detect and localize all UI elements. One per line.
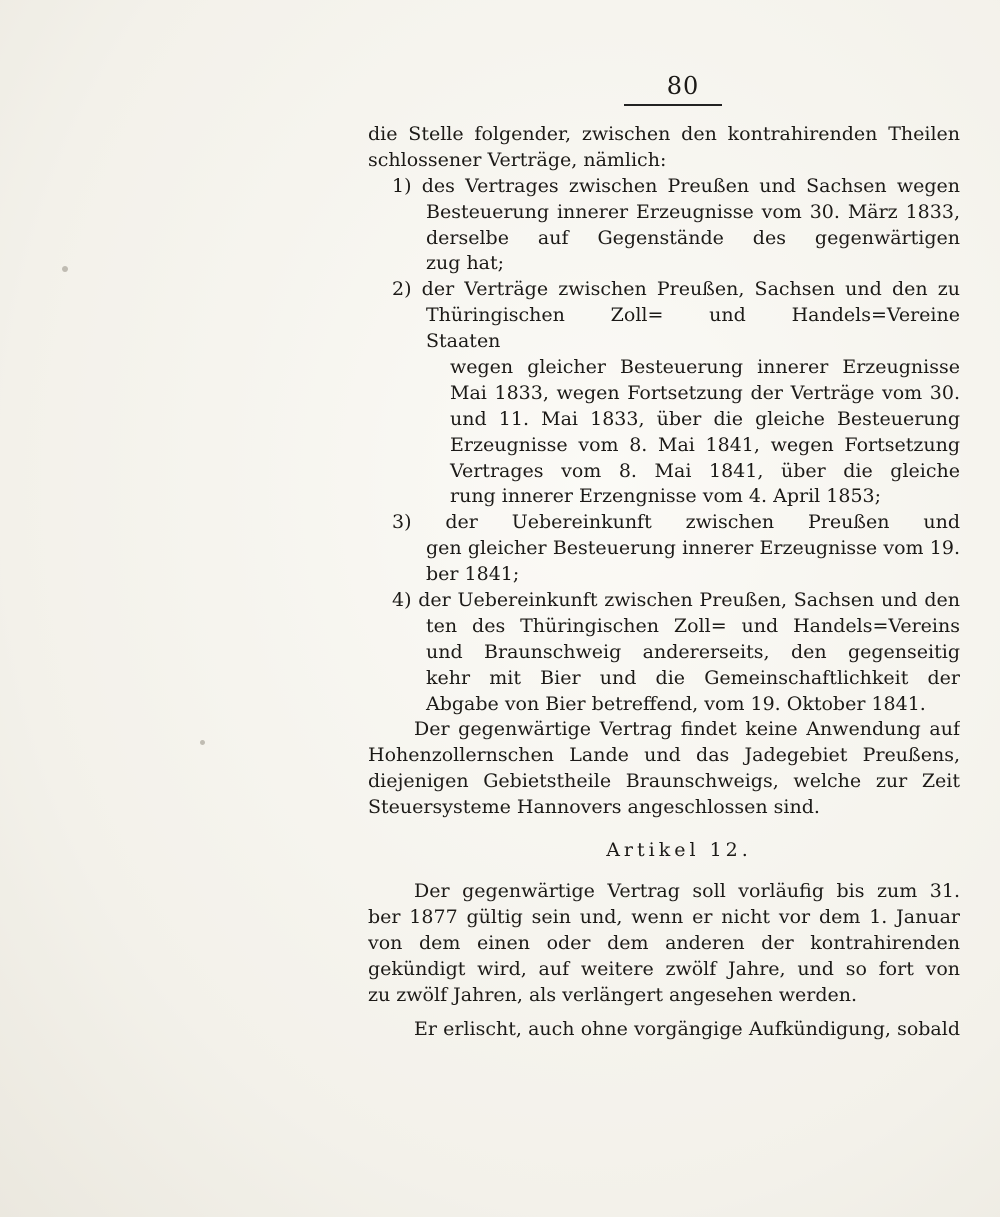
- text-line: kehr mit Bier und die Gemeinschaftlichkeit der: [426, 666, 960, 689]
- text-line: Erzeugnisse vom 8. Mai 1841, wegen Fortsetzung: [450, 433, 960, 456]
- text-line: Hohenzollernschen Lande und das Jadegebiet Preußens,: [368, 744, 960, 767]
- list-item-4: 4) der Uebereinkunft zwischen Preußen, Sachsen und den: [392, 589, 960, 612]
- paper-spot: [62, 266, 68, 272]
- page-number: 80: [666, 72, 700, 100]
- text-line: rung innerer Erzengnisse vom 4. April 1853;: [450, 485, 882, 508]
- text-line: Mai 1833, wegen Fortsetzung der Verträge vom 30.: [450, 381, 960, 404]
- text-line: Steuersysteme Hannovers angeschlossen sind.: [368, 796, 820, 819]
- text-line: die Stelle folgender, zwischen den kontrahirenden Theilen: [368, 123, 960, 145]
- text-line: gekündigt wird, auf weitere zwölf Jahre, und so fort von: [368, 957, 960, 980]
- paragraph-start: Der gegenwärtige Vertrag findet keine Anwendung auf: [414, 718, 960, 741]
- text-line: und 11. Mai 1833, über die gleiche Besteuerung: [450, 407, 960, 430]
- text-line: Vertrages vom 8. Mai 1841, über die gleiche: [450, 459, 960, 482]
- text-line: schlossener Verträge, nämlich:: [368, 148, 667, 171]
- article-heading: Artikel 12.: [606, 839, 752, 862]
- text-line: wegen gleicher Besteuerung innerer Erzeugnisse: [450, 356, 960, 379]
- text-line: Besteuerung innerer Erzeugnisse vom 30. März 1833,: [426, 200, 960, 223]
- list-item-3: 3) der Uebereinkunft zwischen Preußen und: [392, 511, 960, 534]
- paragraph-start: Er erlischt, auch ohne vorgängige Aufkündigung, sobald: [414, 1017, 960, 1040]
- text-line: Abgabe von Bier betreffend, vom 19. Oktober 1841.: [426, 692, 926, 715]
- text-line: von dem einen oder dem anderen der kontrahirenden: [368, 931, 960, 954]
- text-line: ber 1841;: [426, 563, 520, 586]
- text-line: ten des Thüringischen Zoll= und Handels=Vereins: [426, 614, 960, 637]
- text-line: und Braunschweig andererseits, den gegenseitig: [426, 640, 960, 663]
- text-line: diejenigen Gebietstheile Braunschweigs, welche zur Zeit: [368, 770, 960, 793]
- text-line: zu zwölf Jahren, als verlängert angesehen werden.: [368, 983, 858, 1006]
- text-line: zug hat;: [426, 252, 505, 275]
- body-text: [368, 122, 960, 1042]
- text-line: derselbe auf Gegenstände des gegenwärtigen: [426, 226, 960, 249]
- list-item-2: 2) der Verträge zwischen Preußen, Sachsen und den zu: [392, 278, 960, 301]
- text-line: gen gleicher Besteuerung innerer Erzeugnisse vom 19.: [426, 537, 960, 560]
- text-line: ber 1877 gültig sein und, wenn er nicht vor dem 1. Januar: [368, 905, 960, 928]
- paragraph-start: Der gegenwärtige Vertrag soll vorläufig bis zum 31.: [414, 880, 960, 903]
- text-line: Thüringischen Zoll= und Handels=Vereine: [426, 304, 960, 327]
- list-item-1: 1) des Vertrages zwischen Preußen und Sachsen wegen: [392, 174, 960, 197]
- text-line: Staaten: [426, 330, 501, 353]
- page-number-rule: [624, 104, 722, 106]
- paper-spot: [200, 740, 205, 745]
